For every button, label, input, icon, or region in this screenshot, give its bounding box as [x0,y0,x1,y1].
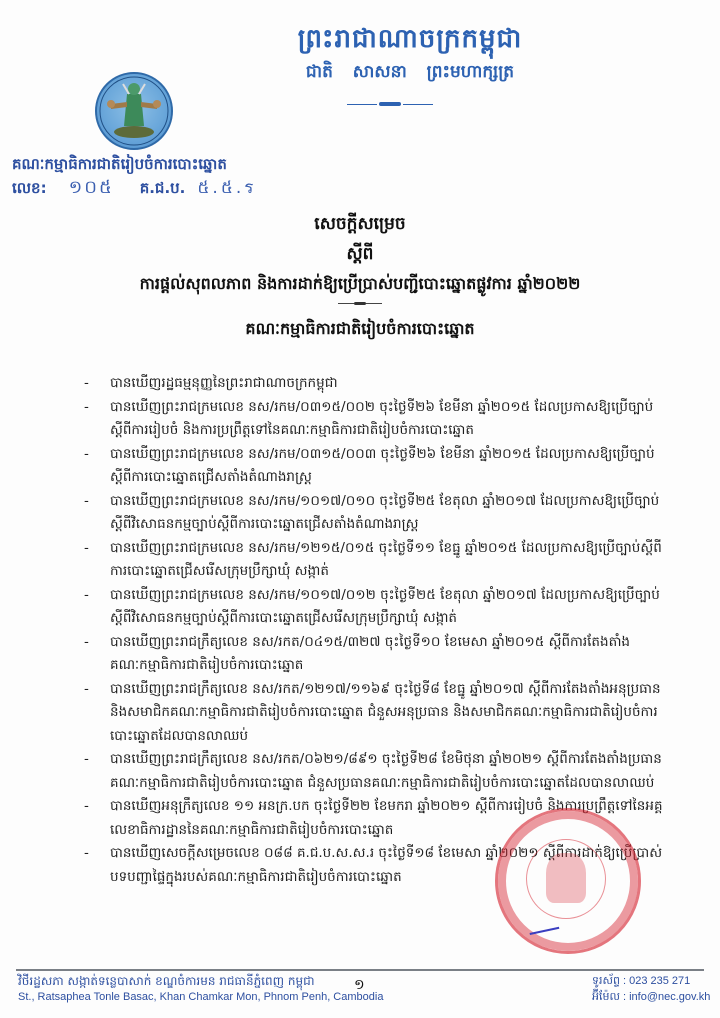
considerations-list [80,372,672,889]
list-item-text: បានឃើញព្រះរាជក្រឹត្យលេខ នស/រកត/១២១៧/១១៦៩ ចុះថ្ងៃទី៨ ខែធ្នូ ឆ្នាំ២០១៧ ស្តីពីការតែងតាំងអនុប្រធាន និងសមាជិកគណៈកម្មាធិការជាតិរៀបចំការបោះឆ្នោត ជំនួសអនុប្រធាន និងសមាជិកគណៈកម្មាធិការជាតិរៀបចំការបោះឆ្នោតដែលបានលាឈប់ [110,680,661,744]
reference-number: ១០៥ [68,177,114,198]
bullet-dash: - [84,492,89,509]
kingdom-title: ព្រះរាជាណាចក្រកម្ពុជា [297,24,523,54]
list-item-text: បានឃើញព្រះរាជក្រមលេខ នស/រកម/០៣១៥/០០៣ ចុះថ្ងៃទី២៦ ខែមីនា ឆ្នាំ២០១៥ ដែលប្រកាសឱ្យប្រើច្បាប់ស្តីពីការបោះឆ្នោតជ្រើសតាំងតំណាងរាស្ត្រ [110,445,655,485]
signature-mark [527,913,560,935]
title-regarding: ស្តីពី [346,244,374,264]
bullet-dash: - [84,633,89,650]
list-item [80,490,672,537]
reference-date: ៥.៥.ร [197,178,257,198]
document-title [0,212,720,296]
bullet-dash: - [84,845,89,861]
list-item [80,396,672,443]
bullet-dash: - [84,398,89,415]
list-item [80,795,672,842]
list-item [80,443,672,490]
list-item [80,678,672,749]
bullet-dash: - [84,539,89,556]
list-item-text: បានឃើញរដ្ឋធម្មនុញ្ញនៃព្រះរាជាណាចក្រកម្ពុជា [110,375,338,391]
list-item-text: បានឃើញអនុក្រឹត្យលេខ ១១ អនក្រ.បក ចុះថ្ងៃទី២២ ខែមករា ឆ្នាំ២០២១ ស្តីពីការរៀបចំ និងការប្រព្រឹត្តទៅនៃអគ្គលេខាធិការដ្ឋាននៃគណៈកម្មាធិការជាតិរៀបចំការបោះឆ្នោត [110,798,663,838]
bullet-dash: - [84,445,89,462]
bullet-dash: - [84,751,89,767]
email-link[interactable]: អ៊ីម៉ែល : info@nec.gov.kh [592,991,711,1003]
address-khmer: វិថីរដ្ឋសភា សង្កាត់ទន្លេបាសាក់ ខណ្ឌចំការមន រាជធានីភ្នំពេញ កម្ពុជា [18,974,315,988]
bullet-dash: - [84,586,89,603]
kingdom-header [260,22,560,84]
footer-address [18,973,383,1005]
reference-line [12,177,256,199]
national-motto: ជាតិ សាសនា ព្រះមហាក្សត្រ [305,62,515,82]
list-item-text: បានឃើញព្រះរាជក្រមលេខ នស/រកម/១២១៥/០១៥ ចុះថ្ងៃទី១១ ខែធ្នូ ឆ្នាំ២០១៥ ដែលប្រកាសឱ្យប្រើច្បាប់ស្តីពីការបោះឆ្នោតជ្រើសរើសក្រុមប្រឹក្សាឃុំ សង្កាត់ [110,539,662,579]
bullet-dash: - [84,680,89,697]
bullet-dash: - [84,798,89,814]
header-ornament [347,102,433,106]
nec-emblem-icon [95,72,173,150]
page-number: ១ [354,977,365,993]
list-item [80,537,672,584]
list-item [80,584,672,631]
list-item-text: បានឃើញព្រះរាជក្រមលេខ នស/រកម/០៣១៥/០០២ ចុះថ្ងៃទី២៦ ខែមីនា ឆ្នាំ២០១៥ ដែលប្រកាសឱ្យប្រើច្បាប់ស្តីពីការរៀបចំ និងការប្រព្រឹត្តទៅនៃគណៈកម្មាធិការជាតិរៀបចំការបោះឆ្នោត [110,398,654,438]
list-item [80,842,672,889]
title-decision: សេចក្តីសម្រេច [314,214,406,234]
footer-contact [592,973,710,1005]
list-item-text: បានឃើញសេចក្តីសម្រេចលេខ ០៨៨ គ.ជ.ប.ស.ស.រ ចុះថ្ងៃទី១៨ ខែមេសា ឆ្នាំ២០២១ ស្តីពីការដាក់ឱ្យប្រើប្រាស់បទបញ្ជាផ្ទៃក្នុងរបស់គណៈកម្មាធិការជាតិរៀបចំការបោះឆ្នោត [110,845,663,885]
address-english: St., Ratsaphea Tonle Basac, Khan Chamkar Mon, Phnom Penh, Cambodia [18,991,384,1003]
reference-label: លេខ: [12,179,47,197]
bullet-dash: - [84,375,89,391]
reference-code: គ.ជ.ប. [139,179,186,197]
footer-divider [16,969,704,971]
list-item [80,748,672,795]
list-item [80,631,672,678]
list-item-text: បានឃើញព្រះរាជក្រមលេខ នស/រកម/១០១៧/០១២ ចុះថ្ងៃទី២៥ ខែតុលា ឆ្នាំ២០១៧ ដែលប្រកាសឱ្យប្រើច្បាប់ស្តីពីវិសោធនកម្មច្បាប់ស្តីពីការបោះឆ្នោតជ្រើសរើសក្រុមប្រឹក្សាឃុំ សង្កាត់ [110,586,660,626]
phone-line: ទូរស័ព្ទ : 023 235 271 [592,975,691,987]
list-item-text: បានឃើញព្រះរាជក្រឹត្យលេខ នស/រកត/០៦២១/៨៩១ ចុះថ្ងៃទី២៨ ខែមិថុនា ឆ្នាំ២០២១ ស្តីពីការតែងតាំងប្រធានគណៈកម្មាធិការជាតិរៀបចំការបោះឆ្នោត ជំនួសប្រធានគណៈកម្មាធិការជាតិរៀបចំការបោះឆ្នោតដែលបានលាឈប់ [110,751,662,791]
list-item [80,372,672,396]
title-divider [338,302,382,305]
title-subject: ការផ្តល់សុពលភាព និងការដាក់ឱ្យប្រើប្រាស់បញ្ជីបោះឆ្នោតផ្លូវការ ឆ្នាំ២០២២ [139,274,581,293]
committee-name: គណៈកម្មាធិការជាតិរៀបចំការបោះឆ្នោត [12,155,227,173]
list-item-text: បានឃើញព្រះរាជក្រមលេខ នស/រកម/១០១៧/០១០ ចុះថ្ងៃទី២៥ ខែតុលា ឆ្នាំ២០១៧ ដែលប្រកាសឱ្យប្រើច្បាប់ស្តីពីវិសោធនកម្មច្បាប់ស្តីពីការបោះឆ្នោតជ្រើសតាំងតំណាងរាស្ត្រ [110,492,660,532]
list-item-text: បានឃើញព្រះរាជក្រឹត្យលេខ នស/រកត/០៤១៥/៣២៧ ចុះថ្ងៃទី១០ ខែមេសា ឆ្នាំ២០១៥ ស្តីពីការតែងតាំងគណៈកម្មាធិការជាតិរៀបចំការបោះឆ្នោត [110,633,630,673]
issuer-title: គណៈកម្មាធិការជាតិរៀបចំការបោះឆ្នោត [245,319,475,338]
